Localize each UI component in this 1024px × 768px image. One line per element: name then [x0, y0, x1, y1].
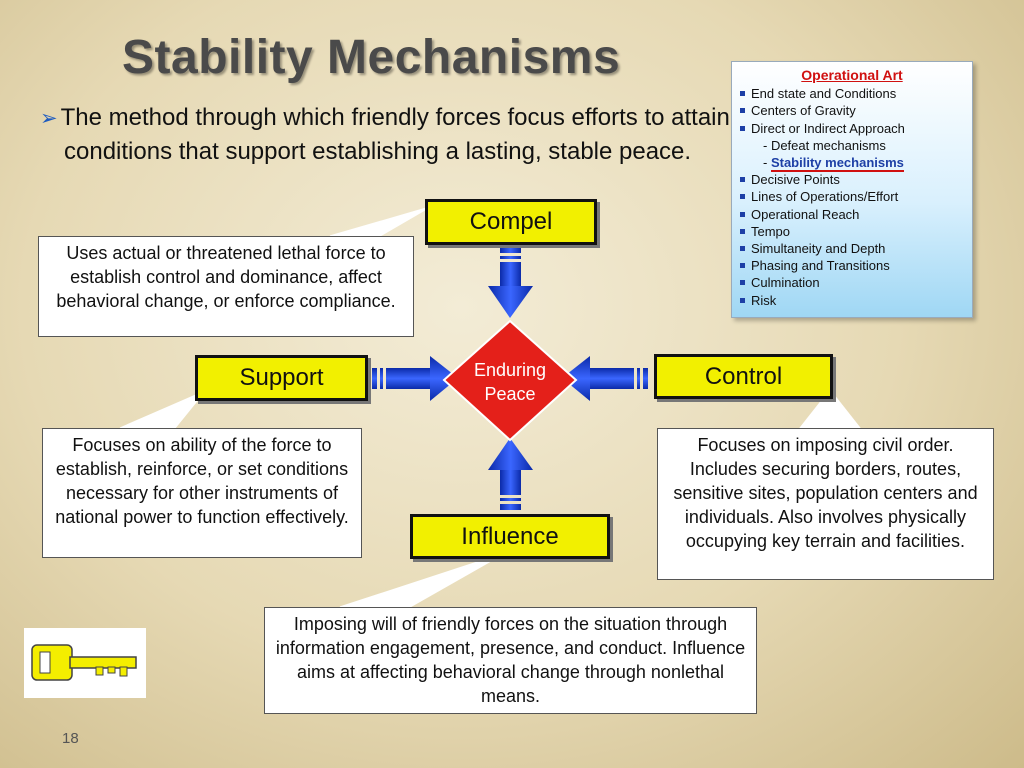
panel-subitem-dash: -: [763, 155, 771, 171]
panel-item: Operational Reach: [751, 206, 972, 223]
panel-title: Operational Art: [801, 67, 903, 83]
control-description: Focuses on imposing civil order. Includes securing borders, routes, sensitive sites, population centers and individuals. Also involves physically occupying key terrain and facilities.: [657, 428, 994, 580]
enduring-peace-line1: Enduring: [473, 360, 547, 380]
panel-list: [732, 85, 972, 309]
panel-item: Lines of Operations/Effort: [751, 188, 972, 205]
panel-item: Risk: [751, 292, 972, 309]
control-box: Control: [654, 354, 833, 399]
arrow-from-influence: [488, 438, 533, 510]
panel-item: Phasing and Transitions: [751, 257, 972, 274]
arrow-bullet-icon: ➢: [40, 107, 58, 130]
slide-title: Stability Mechanisms: [122, 31, 621, 84]
influence-description: Imposing will of friendly forces on the situation through information engagement, presence, and conduct. Influence aims at affecting behavioral change through nonlethal means.: [264, 607, 757, 714]
intro-text: The method through which friendly forces focus efforts to attain conditions that support establishing a lasting, stable peace.: [60, 104, 730, 165]
panel-item: End state and Conditions: [751, 85, 972, 102]
panel-item: Centers of Gravity: [751, 102, 972, 119]
panel-subitem-highlight: [751, 154, 972, 171]
panel-item: Tempo: [751, 223, 972, 240]
intro-bullet: [40, 101, 744, 168]
panel-item: Culmination: [751, 274, 972, 291]
callout-compel: [330, 207, 430, 236]
key-icon: [24, 628, 146, 698]
influence-box: Influence: [410, 514, 610, 559]
callout-support: [120, 391, 205, 428]
support-box: Support: [195, 355, 368, 401]
compel-description: Uses actual or threatened lethal force to establish control and dominance, affect behavioral change, or enforce compliance.: [38, 236, 414, 337]
support-description: Focuses on ability of the force to establish, reinforce, or set conditions necessary for other instruments of national power to function effectively.: [42, 428, 362, 558]
enduring-peace-line2: Peace: [484, 384, 536, 404]
compel-box: Compel: [425, 199, 597, 245]
panel-item: Decisive Points: [751, 171, 972, 188]
panel-subitem: - Defeat mechanisms: [763, 137, 886, 153]
callout-influence: [340, 553, 505, 607]
arrow-from-compel: [488, 247, 533, 318]
enduring-peace-label: [460, 358, 560, 406]
panel-highlight-text: Stability mechanisms: [770, 155, 904, 171]
panel-item: Simultaneity and Depth: [751, 240, 972, 257]
operational-art-panel: [731, 61, 973, 318]
panel-item: Direct or Indirect Approach: [751, 120, 972, 137]
page-number: 18: [62, 730, 79, 747]
